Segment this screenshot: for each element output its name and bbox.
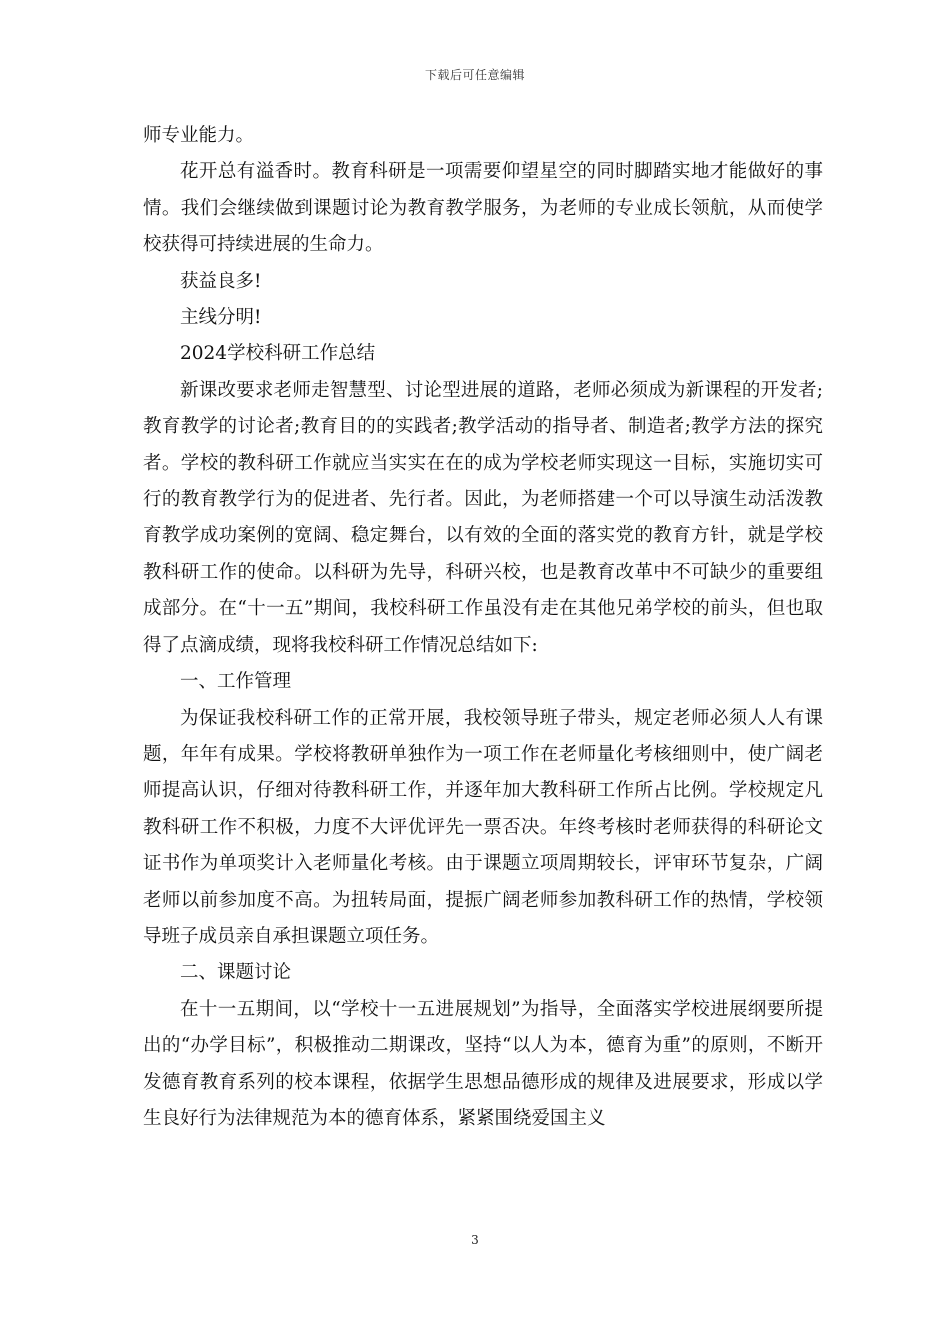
page-header: 下载后可任意编辑: [424, 68, 525, 82]
paragraph: 为保证我校科研工作的正常开展，我校领导班子带头，规定老师必须人人有课题，年年有成果。学校将教研单独作为一项工作在老师量化考核细则中，使广阔老师提高认识，仔细对待教科研工作，并逐年加大教科研工作所占比例。学校规定凡教科研工作不积极，力度不大评优评先一票否决。年终考核时老师获得的科研论文证书作为单项奖计入老师量化考核。由于课题立项周期较长，评审环节复杂，广阔老师以前参加度不高。为扭转局面，提振广阔老师参加教科研工作的热情，学校领导班子成员亲自承担课题立项任务。: [143, 707, 823, 947]
document-body: [143, 118, 823, 1137]
paragraph: 获益良多!: [180, 270, 262, 292]
paragraph: 在十一五期间，以“学校十一五进展规划”为指导，全面落实学校进展纲要所提出的“办学目标”，积极推动二期课改，坚持“以人为本，德育为重”的原则，不断开发德育教育系列的校本课程，依据学生思想品德形成的规律及进展要求，形成以学生良好行为法律规范为本的德育体系，紧紧围绕爱国主义: [143, 998, 823, 1129]
section-heading: 一、工作管理: [180, 671, 292, 693]
paragraph: 花开总有溢香时。教育科研是一项需要仰望星空的同时脚踏实地才能做好的事情。我们会继续做到课题讨论为教育教学服务，为老师的专业成长领航，从而使学校获得可持续进展的生命力。: [143, 161, 823, 256]
paragraph: 主线分明!: [180, 307, 262, 329]
page-number: 3: [471, 1233, 479, 1247]
section-heading: 二、课题讨论: [180, 962, 292, 984]
paragraph: 新课改要求老师走智慧型、讨论型进展的道路，老师必须成为新课程的开发者;教育教学的讨论者;教育目的的实践者;教学活动的指导者、制造者;教学方法的探究者。学校的教科研工作就应当实实在在的成为学校老师实现这一目标，实施切实可行的教育教学行为的促进者、先行者。因此，为老师搭建一个可以导演生动活泼教育教学成功案例的宽阔、稳定舞台，以有效的全面的落实党的教育方针，就是学校教科研工作的使命。以科研为先导，科研兴校，也是教育改革中不可缺少的重要组成部分。在“十一五”期间，我校科研工作虽没有走在其他兄弟学校的前头，但也取得了点滴成绩，现将我校科研工作情况总结如下:: [143, 379, 823, 656]
paragraph: 师专业能力。: [143, 125, 255, 146]
section-title: 2024学校科研工作总结: [180, 343, 376, 365]
